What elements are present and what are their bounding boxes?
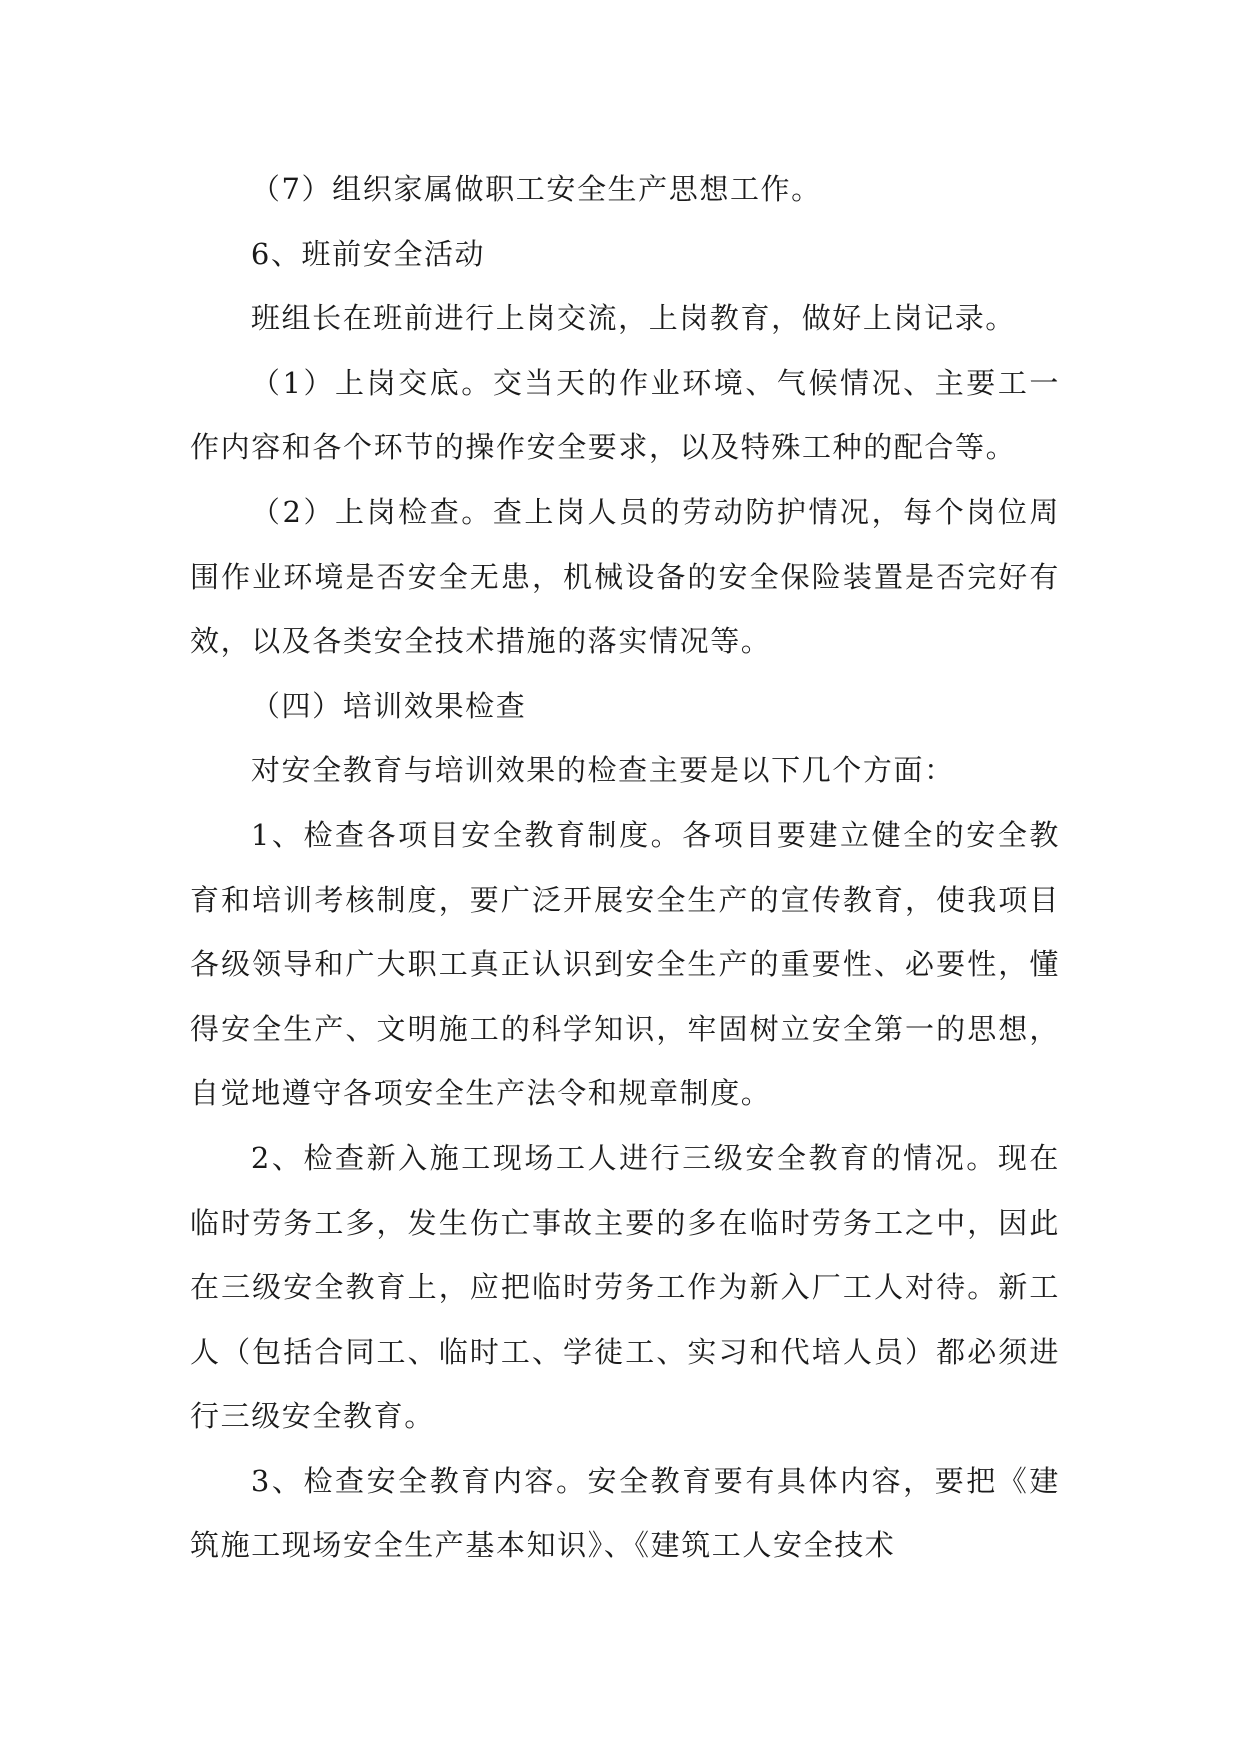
paragraph-team-leader-duties: 班组长在班前进行上岗交流，上岗教育，做好上岗记录。 (250, 301, 1016, 336)
paragraph-check-education-content: 3、检查安全教育内容。安全教育要有具体内容，要把《建筑施工现场安全生产基本知识》、《建筑工人安全技术 (190, 1463, 1060, 1563)
paragraph-on-duty-briefing: （1）上岗交底。交当天的作业环境、气候情况、主要工一作内容和各个环节的操作安全要求，以及特殊工种的配合等。 (190, 365, 1060, 465)
paragraph-check-education-system: 1、检查各项目安全教育制度。各项目要建立健全的安全教育和培训考核制度，要广泛开展安全生产的宣传教育，使我项目各级领导和广大职工真正认识到安全生产的重要性、必要性，懂得安全生产、文明施工的科学知识，牢固树立安全第一的思想，自觉地遵守各项安全生产法令和规章制度。 (190, 817, 1060, 1111)
paragraph-check-aspects-intro: 对安全教育与培训效果的检查主要是以下几个方面： (250, 753, 955, 788)
heading-pre-shift-safety-activity: 6、班前安全活动 (250, 236, 486, 271)
document-body (190, 157, 1060, 1578)
paragraph-on-duty-inspection: （2）上岗检查。查上岗人员的劳动防护情况，每个岗位周围作业环境是否安全无患，机械设备的安全保险装置是否完好有效，以及各类安全技术措施的落实情况等。 (190, 494, 1060, 659)
paragraph-check-new-worker-education: 2、检查新入施工现场工人进行三级安全教育的情况。现在临时劳务工多，发生伤亡事故主要的多在临时劳务工之中，因此在三级安全教育上，应把临时劳务工作为新入厂工人对待。新工人（包括合同工、临时工、学徒工、实习和代培人员）都必须进行三级安全教育。 (190, 1140, 1060, 1434)
heading-training-effect-check: （四）培训效果检查 (250, 688, 527, 723)
paragraph-family-safety-work: （7）组织家属做职工安全生产思想工作。 (250, 172, 822, 206)
